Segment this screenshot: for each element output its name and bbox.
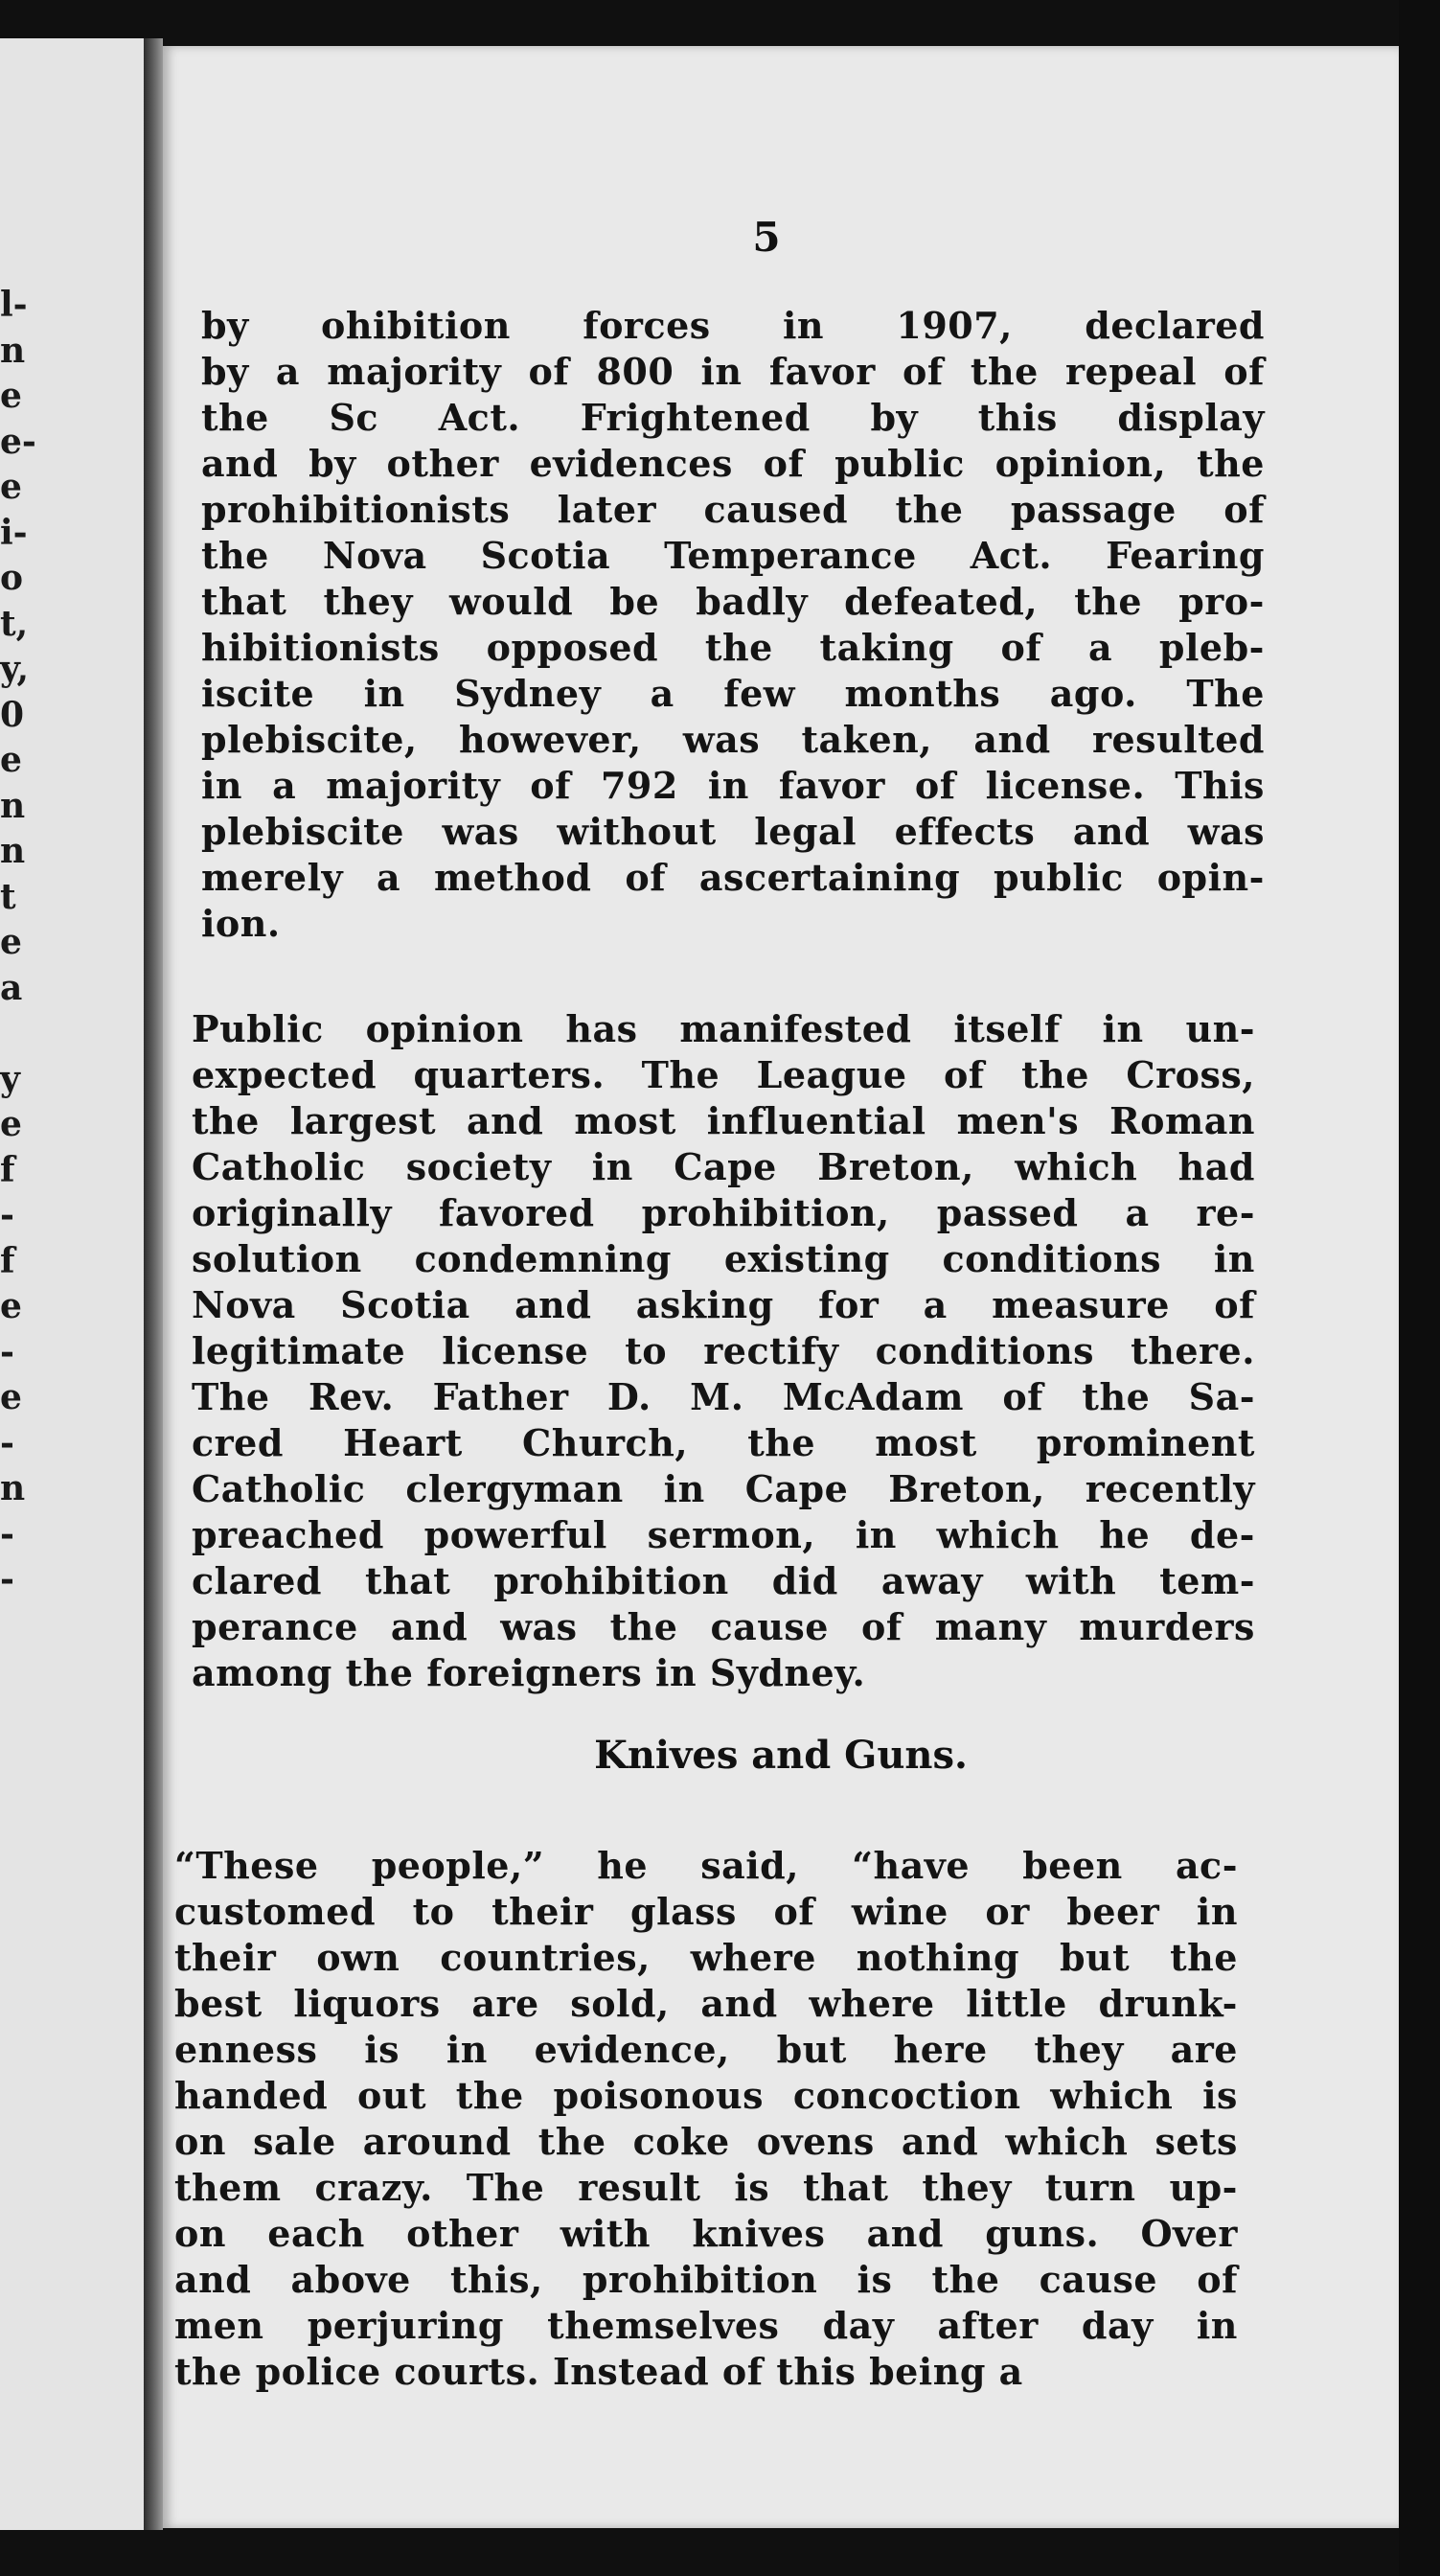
text-line: ion. [201,902,281,945]
left-fragment: e [0,740,22,780]
text-line: expected quarters. The League of the Cross, [192,1053,1255,1096]
text-line: them crazy. The result is that they turn up- [174,2166,1238,2209]
left-fragment [0,1011,29,1057]
left-fragment: e [0,1286,22,1326]
text-line: the largest and most influential men's Roman [192,1099,1255,1142]
text-line: and above this, prohibition is the cause of [174,2258,1238,2301]
text-line: plebiscite, however, was taken, and resulted [201,718,1265,761]
left-fragment: - [0,1513,14,1554]
text-line: customed to their glass of wine or beer in [174,1890,1238,1933]
text-line: among the foreigners in Sydney. [192,1651,866,1694]
left-fragment: y, [0,649,30,689]
left-fragment: n [0,831,26,871]
left-fragment: e [0,467,22,507]
text-line: their own countries, where nothing but the [174,1936,1238,1979]
text-line: iscite in Sydney a few months ago. The [201,672,1265,715]
book-page [163,46,1399,2528]
text-line: by ohibition forces in 1907, declared [201,304,1265,347]
text-line: prohibitionists later caused the passage of [201,488,1265,531]
text-line: Catholic society in Cape Breton, which had [192,1145,1255,1188]
text-line: handed out the poisonous concoction which is [174,2074,1238,2117]
left-page-text-fragments [0,283,36,1603]
text-line: enness is in evidence, but here they are [174,2028,1238,2071]
text-line: Catholic clergyman in Cape Breton, recently [192,1467,1255,1510]
left-page-edge [0,38,149,2530]
text-line: men perjuring themselves day after day in [174,2304,1238,2347]
text-line: merely a method of ascertaining public opin- [201,856,1265,899]
text-line: and by other evidences of public opinion, the [201,442,1265,485]
scan-border [1399,0,1440,2576]
text-line: the Nova Scotia Temperance Act. Fearing [201,534,1265,577]
text-line: clared that prohibition did away with tem- [192,1559,1255,1602]
left-fragment: t, [0,603,29,644]
section-heading: Knives and Guns. [594,1733,968,1778]
left-fragment: - [0,1331,14,1372]
text-line: in a majority of 792 in favor of license. This [201,764,1265,807]
text-line: legitimate license to rectify conditions there. [192,1329,1255,1372]
text-line: Nova Scotia and asking for a measure of [192,1283,1255,1326]
text-line: that they would be badly defeated, the pro- [201,580,1265,623]
left-fragment: n [0,1468,26,1508]
text-line: on sale around the coke ovens and which sets [174,2120,1238,2163]
text-line: originally favored prohibition, passed a re- [192,1191,1255,1234]
text-line: perance and was the cause of many murders [192,1605,1255,1648]
page-number: 5 [752,214,781,261]
left-fragment: e [0,922,22,962]
left-fragment: t [0,876,16,917]
left-fragment: - [0,1422,14,1463]
left-fragment: o [0,558,24,598]
left-fragment: l- [0,285,28,325]
left-fragment: i- [0,512,28,553]
text-line: Public opinion has manifested itself in un- [192,1007,1255,1050]
left-fragment: - [0,1195,14,1235]
paragraph-3 [174,1843,1238,2395]
text-line: plebiscite was without legal effects and was [201,810,1265,853]
left-fragment: e [0,1104,22,1144]
left-fragment: e- [0,421,36,462]
text-line: the Sc Act. Frightened by this display [201,396,1265,439]
left-fragment: 0 [0,694,25,735]
left-fragment: - [0,1559,14,1599]
text-line: The Rev. Father D. M. McAdam of the Sa- [192,1375,1255,1418]
text-line: preached powerful sermon, in which he de- [192,1513,1255,1556]
left-fragment: y [0,1058,20,1099]
text-line: cred Heart Church, the most prominent [192,1421,1255,1464]
text-line: hibitionists opposed the taking of a pleb- [201,626,1265,669]
text-line: on each other with knives and guns. Over [174,2212,1238,2255]
text-line: the police courts. Instead of this being a [174,2350,1023,2393]
left-fragment: a [0,967,23,1008]
text-line: solution condemning existing conditions in [192,1237,1255,1280]
text-line: by a majority of 800 in favor of the repeal of [201,350,1265,393]
left-fragment: f [0,1240,15,1281]
book-gutter [144,38,163,2530]
left-fragment: f [0,1149,15,1190]
left-fragment: e [0,1377,22,1417]
paragraph-1 [201,303,1265,947]
text-line: “These people,” he said, “have been ac- [174,1844,1238,1887]
paragraph-2 [192,1006,1255,1696]
left-fragment: n [0,785,26,826]
text-line: best liquors are sold, and where little drunk- [174,1982,1238,2025]
left-fragment: e [0,376,22,416]
left-fragment: n [0,330,26,371]
